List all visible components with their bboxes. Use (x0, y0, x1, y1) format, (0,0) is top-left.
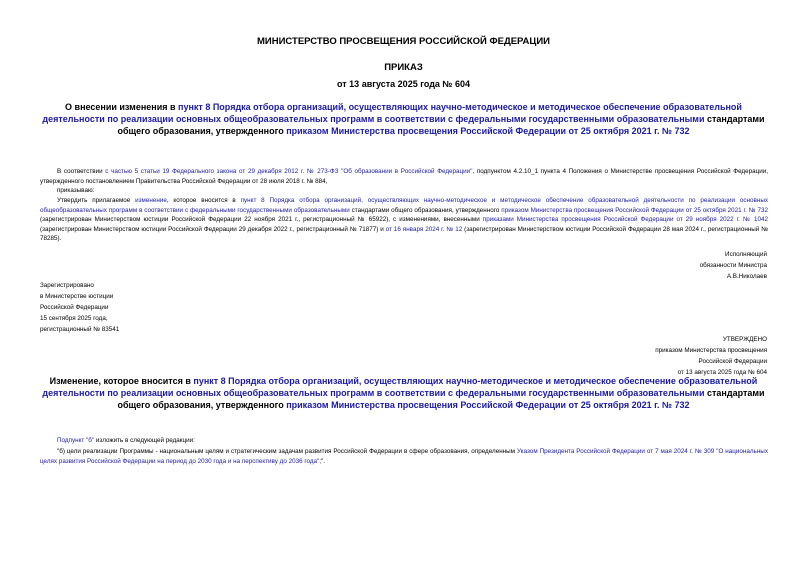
doc-type-heading: ПРИКАЗ (384, 62, 423, 73)
basis-text: , подпунктом 4.2.10_1 пункта 4 Положения о Министерстве просвещения Российской Федерации, утвержденного постановлением Правительства Российской Федерации от 28 июля 2018 г. № 884, (40, 168, 768, 185)
basis-text: В соответствии (57, 168, 106, 175)
link-decree-309[interactable]: Указом Президента Российской Федерации от 7 мая 2024 г. № 309 "О национальных целях развития Российской Федерации на период до 2030 года и на перспективу до 2036 года" (40, 448, 768, 465)
change-title-link-point8[interactable]: пункт 8 Порядка отбора организаций, осуществляющих научно-методическое и методическое обеспечение образовательной деятельности по реализации основных общеобразовательных программ в соответствии с федеральными государственными образовательными (42, 376, 758, 398)
link-change[interactable]: изменение (135, 197, 167, 204)
subpoint-content (40, 447, 768, 466)
change-title (40, 375, 767, 411)
signature-line: обязанности Министра (699, 262, 767, 269)
registration-date: 15 сентября 2025 года, (40, 315, 108, 322)
basis-paragraph (40, 167, 768, 186)
ordered-text: приказываю: (57, 187, 95, 194)
registration-block (40, 280, 240, 335)
registration-number: регистрационный № 83541 (40, 326, 120, 333)
approved-line: Российской Федерации (698, 358, 767, 365)
approved-line: УТВЕРЖДЕНО (722, 336, 767, 343)
link-order1042[interactable]: приказами Министерства просвещения Российской Федерации от 29 ноября 2022 г. № 1042 (482, 216, 768, 224)
link-order732[interactable]: приказом Министерства просвещения Российской Федерации от 25 октября 2021 г. № 732 (501, 206, 768, 214)
approve-text: (зарегистрирован Министерством юстиции Российской Федерации 28 мая 2024 г., регистрационный № 78285). (40, 225, 768, 243)
change-title-link-order732[interactable]: приказом Министерства просвещения Российской Федерации от 25 октября 2021 г. № 732 (286, 400, 690, 410)
signature-line: Исполняющий (725, 251, 767, 258)
signature-block (567, 249, 767, 282)
approve-text: стандартами общего образования, утвержденного (349, 206, 502, 214)
link-law-273[interactable]: с частью 5 статьи 19 Федерального закона от 29 декабря 2012 г. № 273-ФЗ "Об образовании в Российской Федерации" (105, 168, 473, 175)
link-subpoint-b[interactable]: Подпункт "б" (57, 437, 95, 444)
ministry-heading: МИНИСТЕРСТВО ПРОСВЕЩЕНИЯ РОССИЙСКОЙ ФЕДЕРАЦИИ (256, 36, 551, 47)
change-title-text: Изменение, которое вносится в (49, 376, 194, 386)
approve-text: Утвердить прилагаемое (57, 197, 136, 204)
registration-line: Зарегистрировано (40, 282, 94, 289)
signature-name: А.В.Николаев (726, 273, 767, 280)
title-text: О внесении изменения в (65, 102, 179, 112)
subpoint-text: изложить в следующей редакции: (94, 437, 195, 444)
subpoint-content-text: "б) цели реализации Программы - национальным целям и стратегическим задачам развития Российской Федерации в сфере образования, определенным (57, 448, 517, 455)
date-number: от 13 августа 2025 года № 604 (337, 79, 470, 89)
approved-date: от 13 августа 2025 года № 604 (677, 369, 767, 376)
link-order12[interactable]: от 16 января 2024 г. № 12 (385, 225, 463, 233)
approve-paragraph (40, 196, 768, 244)
approve-text: (зарегистрирован Министерством юстиции Российской Федерации 29 декабря 2022 г., регистрационный № 71877) и (40, 225, 386, 233)
subpoint-paragraph (40, 436, 768, 446)
approve-text: (зарегистрирован Министерством юстиции Российской Федерации 22 ноября 2021 г., регистрационный № 65922), с изменениями, внесенными (40, 216, 483, 224)
subpoint-content-text: ;". (319, 457, 326, 465)
title-link-point8[interactable]: пункт 8 Порядка отбора организаций, осуществляющих научно-методическое и методическое обеспечение образовательной деятельности по реализации основных общеобразовательных программ в соответствии с федеральными государственными образовательными (42, 102, 742, 124)
registration-line: в Министерстве юстиции (40, 293, 114, 300)
change-title-text: стандартами общего образования, утвержденного (117, 388, 765, 410)
approved-block (547, 334, 767, 378)
link-point8[interactable]: пункт 8 Порядка отбора организаций, осуществляющих научно-методическое и методическое обеспечение образовательной деятельности по реализации основных общеобразовательных программ в соответствии с федеральными государственными образовательными (40, 197, 768, 214)
approve-text: , которое вносится в (166, 197, 241, 204)
document-title (40, 101, 767, 137)
title-link-order732[interactable]: приказом Министерства просвещения Российской Федерации от 25 октября 2021 г. № 732 (286, 126, 690, 136)
approved-line: приказом Министерства просвещения (655, 347, 767, 354)
title-text: стандартами общего образования, утвержденного (117, 114, 765, 136)
registration-line: Российской Федерации (40, 304, 109, 311)
